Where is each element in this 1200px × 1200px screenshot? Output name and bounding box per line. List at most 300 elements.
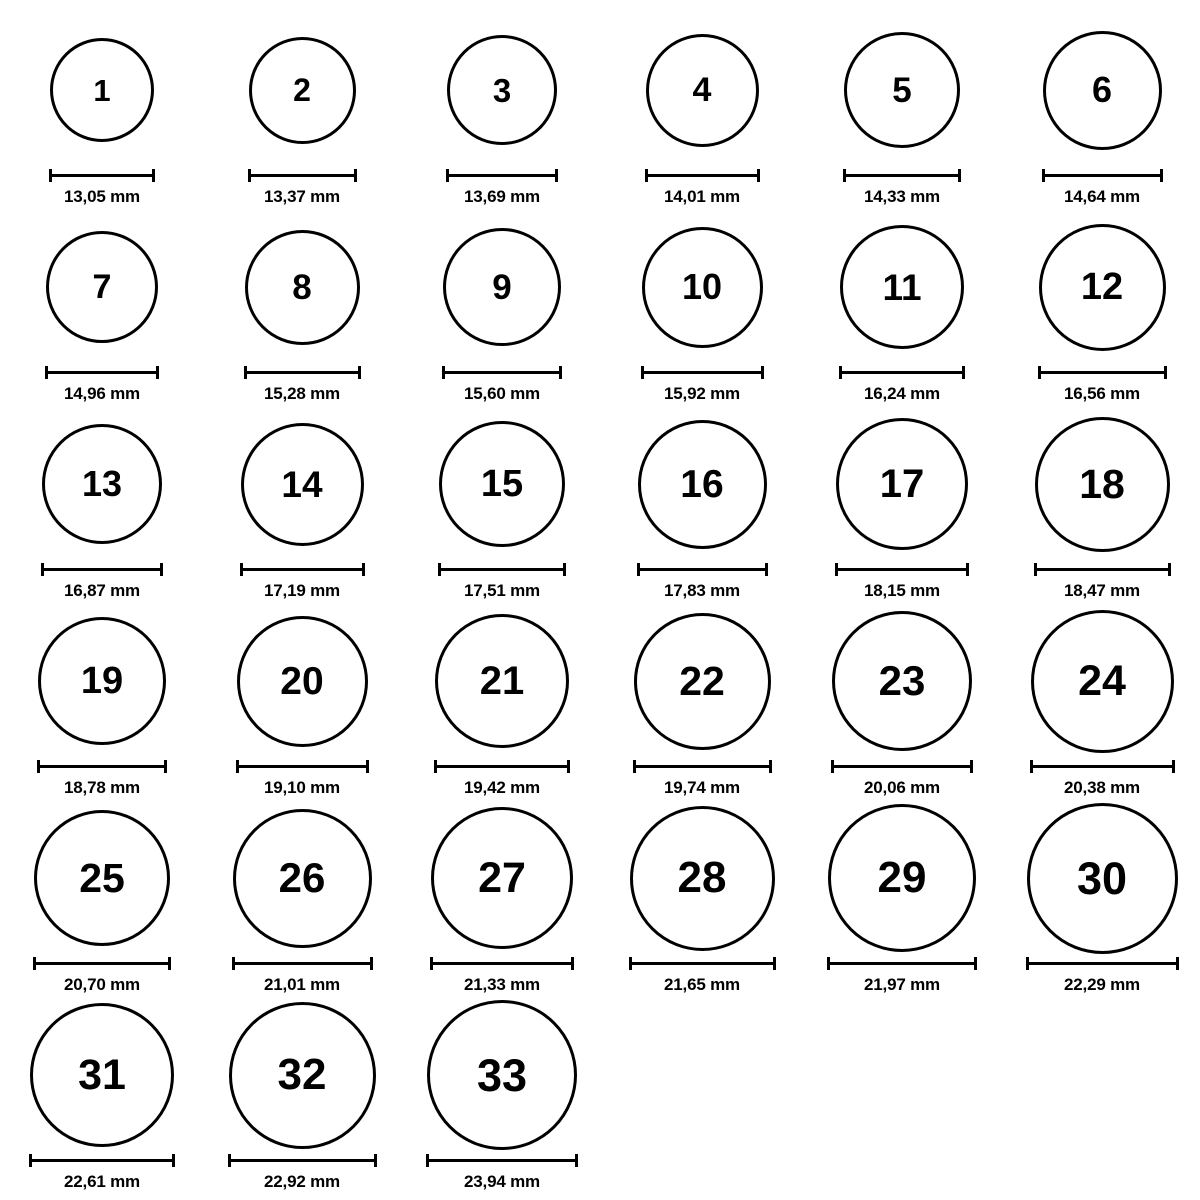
measurement-ruler <box>1042 169 1163 181</box>
ring-size-number: 33 <box>476 1049 528 1101</box>
ruler-cap-left <box>236 760 239 773</box>
ruler-cap-left <box>1026 957 1029 970</box>
ring-size-number: 13 <box>81 463 123 504</box>
ruler-cap-left <box>228 1154 231 1167</box>
diameter-label: 14,01 mm <box>664 187 740 206</box>
ruler-bar <box>29 1159 175 1162</box>
ring-circle <box>844 32 960 148</box>
ring-circle <box>1031 610 1174 753</box>
circle-container <box>1007 408 1197 560</box>
measurement-ruler <box>37 760 167 772</box>
ruler-cap-left <box>37 760 40 773</box>
ruler-cap-left <box>442 366 445 379</box>
measurement-ruler <box>835 563 969 575</box>
diameter-label: 22,92 mm <box>264 1172 340 1191</box>
ring-size-cell[interactable] <box>7 999 197 1192</box>
ruler-bar <box>41 568 163 571</box>
ring-circle <box>34 810 170 946</box>
diameter-label: 14,64 mm <box>1064 187 1140 206</box>
diameter-label: 14,33 mm <box>864 187 940 206</box>
ring-size-cell[interactable] <box>807 14 997 207</box>
ring-size-number: 2 <box>293 72 311 108</box>
diameter-label: 23,94 mm <box>464 1172 540 1191</box>
ruler-cap-left <box>629 957 632 970</box>
ring-circle <box>427 1000 577 1150</box>
ruler-bar <box>1042 174 1163 177</box>
ruler-cap-right <box>567 760 570 773</box>
diameter-label: 16,87 mm <box>64 581 140 600</box>
circle-container <box>407 408 597 560</box>
measurement-ruler <box>244 366 361 378</box>
ring-size-cell[interactable] <box>407 802 597 995</box>
circle-container <box>807 605 997 757</box>
measurement-ruler <box>41 563 163 575</box>
ring-size-cell[interactable] <box>407 605 597 798</box>
diameter-label: 16,56 mm <box>1064 384 1140 403</box>
ruler-bar <box>633 765 772 768</box>
diameter-label: 13,05 mm <box>64 187 140 206</box>
measurement-ruler <box>641 366 764 378</box>
ring-size-number: 14 <box>281 463 323 505</box>
ring-size-cell[interactable] <box>7 14 197 207</box>
ruler-cap-right <box>362 563 365 576</box>
ruler-cap-right <box>761 366 764 379</box>
ruler-bar <box>645 174 760 177</box>
ruler-bar <box>1034 568 1171 571</box>
circle-container <box>7 14 197 166</box>
measurement-ruler <box>442 366 562 378</box>
diameter-label: 19,74 mm <box>664 778 740 797</box>
ring-size-cell[interactable] <box>807 605 997 798</box>
ruler-cap-left <box>1038 366 1041 379</box>
measurement-ruler <box>236 760 369 772</box>
ruler-cap-right <box>172 1154 175 1167</box>
ring-circle <box>646 34 759 147</box>
diameter-label: 20,70 mm <box>64 975 140 994</box>
ring-size-cell[interactable] <box>1007 802 1197 995</box>
ring-circle <box>431 807 573 949</box>
ruler-bar <box>430 962 574 965</box>
ring-size-cell[interactable] <box>207 14 397 207</box>
ring-size-number: 7 <box>92 268 112 306</box>
circle-container <box>207 802 397 954</box>
ring-circle <box>836 418 968 550</box>
ring-size-number: 17 <box>879 462 925 506</box>
ring-size-cell[interactable] <box>607 408 797 601</box>
ring-size-number: 3 <box>492 71 512 109</box>
ring-size-cell[interactable] <box>407 408 597 601</box>
ring-size-cell[interactable] <box>807 211 997 404</box>
circle-container <box>207 408 397 560</box>
ruler-cap-right <box>966 563 969 576</box>
diameter-label: 19,42 mm <box>464 778 540 797</box>
ring-size-cell[interactable] <box>1007 605 1197 798</box>
ring-size-cell[interactable] <box>207 802 397 995</box>
circle-container <box>407 211 597 363</box>
diameter-label: 21,33 mm <box>464 975 540 994</box>
ring-circle <box>42 424 162 544</box>
ring-circle <box>634 613 771 750</box>
ring-size-cell[interactable] <box>407 999 597 1192</box>
diameter-label: 17,51 mm <box>464 581 540 600</box>
circle-container <box>7 211 197 363</box>
ruler-cap-right <box>1164 366 1167 379</box>
ruler-cap-left <box>1042 169 1045 182</box>
ring-circle <box>245 230 360 345</box>
size-row <box>0 999 1200 1196</box>
ring-circle <box>237 616 368 747</box>
diameter-label: 13,37 mm <box>264 187 340 206</box>
circle-container <box>207 14 397 166</box>
ruler-bar <box>438 568 566 571</box>
measurement-ruler <box>1038 366 1167 378</box>
ruler-cap-right <box>769 760 772 773</box>
measurement-ruler <box>228 1154 377 1166</box>
ring-size-number: 18 <box>1079 460 1125 507</box>
size-row <box>0 14 1200 211</box>
diameter-label: 13,69 mm <box>464 187 540 206</box>
measurement-ruler <box>49 169 155 181</box>
ruler-cap-left <box>33 957 36 970</box>
ruler-bar <box>831 765 973 768</box>
measurement-ruler <box>645 169 760 181</box>
circle-container <box>607 211 797 363</box>
ruler-cap-right <box>1168 563 1171 576</box>
ring-size-cell[interactable] <box>607 14 797 207</box>
ring-size-number: 21 <box>479 659 525 703</box>
ruler-cap-left <box>835 563 838 576</box>
ring-size-cell[interactable] <box>207 999 397 1192</box>
diameter-label: 19,10 mm <box>264 778 340 797</box>
ruler-bar <box>827 962 977 965</box>
diameter-label: 22,61 mm <box>64 1172 140 1191</box>
ruler-bar <box>49 174 155 177</box>
ruler-bar <box>33 962 171 965</box>
ruler-cap-left <box>446 169 449 182</box>
ruler-bar <box>232 962 373 965</box>
ruler-cap-left <box>1030 760 1033 773</box>
circle-container <box>407 802 597 954</box>
ring-size-cell[interactable] <box>607 802 797 995</box>
measurement-ruler <box>33 957 171 969</box>
ring-circle <box>50 38 154 142</box>
ring-circle <box>642 227 763 348</box>
ring-size-cell[interactable] <box>607 605 797 798</box>
ring-circle <box>439 421 565 547</box>
ruler-bar <box>835 568 969 571</box>
ruler-cap-left <box>637 563 640 576</box>
ruler-cap-right <box>575 1154 578 1167</box>
ring-circle <box>1043 31 1162 150</box>
ruler-cap-left <box>831 760 834 773</box>
measurement-ruler <box>1034 563 1171 575</box>
ruler-cap-left <box>843 169 846 182</box>
ruler-cap-right <box>366 760 369 773</box>
circle-container <box>1007 802 1197 954</box>
ruler-cap-left <box>633 760 636 773</box>
ruler-bar <box>843 174 961 177</box>
ring-size-cell[interactable] <box>1007 14 1197 207</box>
ruler-cap-left <box>645 169 648 182</box>
ring-size-number: 28 <box>677 853 727 902</box>
ring-size-cell[interactable] <box>7 408 197 601</box>
circle-container <box>807 802 997 954</box>
ruler-bar <box>446 174 558 177</box>
size-row <box>0 802 1200 999</box>
diameter-label: 20,06 mm <box>864 778 940 797</box>
ruler-cap-left <box>839 366 842 379</box>
circle-container <box>7 802 197 954</box>
circle-container <box>207 605 397 757</box>
measurement-ruler <box>430 957 574 969</box>
size-row <box>0 211 1200 408</box>
ring-circle <box>30 1003 174 1147</box>
ruler-cap-right <box>970 760 973 773</box>
ring-size-cell[interactable] <box>7 802 197 995</box>
diameter-label: 16,24 mm <box>864 384 940 403</box>
ruler-cap-right <box>559 366 562 379</box>
circle-container <box>1007 211 1197 363</box>
measurement-ruler <box>827 957 977 969</box>
measurement-ruler <box>633 760 772 772</box>
ring-size-number: 8 <box>292 267 312 307</box>
measurement-ruler <box>232 957 373 969</box>
ruler-bar <box>240 568 365 571</box>
ring-size-number: 9 <box>492 267 512 307</box>
ring-size-cell[interactable] <box>1007 408 1197 601</box>
ring-size-number: 10 <box>681 266 723 307</box>
ruler-cap-right <box>370 957 373 970</box>
ring-circle <box>38 617 166 745</box>
measurement-ruler <box>831 760 973 772</box>
ruler-bar <box>629 962 776 965</box>
ring-size-cell[interactable] <box>207 211 397 404</box>
ruler-cap-right <box>563 563 566 576</box>
ruler-cap-right <box>958 169 961 182</box>
diameter-label: 15,28 mm <box>264 384 340 403</box>
ruler-bar <box>839 371 965 374</box>
ring-circle <box>638 420 767 549</box>
ruler-cap-right <box>571 957 574 970</box>
circle-container <box>1007 605 1197 757</box>
ring-size-number: 32 <box>277 1050 327 1099</box>
ruler-cap-right <box>757 169 760 182</box>
ring-circle <box>233 809 372 948</box>
circle-container <box>7 605 197 757</box>
ring-size-number: 11 <box>882 266 922 308</box>
ruler-bar <box>228 1159 377 1162</box>
measurement-ruler <box>1030 760 1175 772</box>
measurement-ruler <box>843 169 961 181</box>
diameter-label: 14,96 mm <box>64 384 140 403</box>
ring-circle <box>630 806 775 951</box>
ring-size-cell[interactable] <box>7 211 197 404</box>
ruler-cap-left <box>438 563 441 576</box>
ruler-cap-right <box>1160 169 1163 182</box>
ring-size-cell[interactable] <box>607 211 797 404</box>
ring-size-cell[interactable] <box>807 408 997 601</box>
ruler-bar <box>442 371 562 374</box>
measurement-ruler <box>839 366 965 378</box>
circle-container <box>407 999 597 1151</box>
ruler-bar <box>434 765 570 768</box>
ring-size-number: 22 <box>679 657 725 704</box>
ring-size-number: 4 <box>692 71 712 109</box>
ring-size-cell[interactable] <box>207 605 397 798</box>
ruler-cap-left <box>244 366 247 379</box>
measurement-ruler <box>45 366 159 378</box>
ruler-cap-right <box>773 957 776 970</box>
ruler-bar <box>637 568 768 571</box>
ring-size-number: 30 <box>1076 852 1128 904</box>
ring-size-number: 26 <box>278 854 326 901</box>
ruler-cap-right <box>156 366 159 379</box>
measurement-ruler <box>29 1154 175 1166</box>
ring-size-number: 20 <box>280 659 324 703</box>
ring-circle <box>1027 803 1178 954</box>
ruler-bar <box>1038 371 1167 374</box>
ruler-cap-right <box>160 563 163 576</box>
ring-size-cell[interactable] <box>407 211 597 404</box>
diameter-label: 17,83 mm <box>664 581 740 600</box>
diameter-label: 22,29 mm <box>1064 975 1140 994</box>
ring-circle <box>1039 224 1166 351</box>
circle-container <box>807 211 997 363</box>
ring-circle <box>840 225 964 349</box>
ruler-cap-left <box>29 1154 32 1167</box>
circle-container <box>807 14 997 166</box>
measurement-ruler <box>434 760 570 772</box>
ruler-cap-right <box>974 957 977 970</box>
ring-circle <box>1035 417 1170 552</box>
ring-size-number: 1 <box>93 72 111 108</box>
diameter-label: 17,19 mm <box>264 581 340 600</box>
ruler-cap-left <box>434 760 437 773</box>
ruler-bar <box>236 765 369 768</box>
ruler-cap-left <box>248 169 251 182</box>
circle-container <box>607 802 797 954</box>
diameter-label: 21,01 mm <box>264 975 340 994</box>
diameter-label: 21,97 mm <box>864 975 940 994</box>
diameter-label: 15,92 mm <box>664 384 740 403</box>
measurement-ruler <box>629 957 776 969</box>
ruler-cap-right <box>374 1154 377 1167</box>
measurement-ruler <box>240 563 365 575</box>
ruler-cap-left <box>641 366 644 379</box>
ring-size-number: 15 <box>480 463 524 505</box>
circle-container <box>407 14 597 166</box>
ruler-bar <box>426 1159 578 1162</box>
circle-container <box>1007 14 1197 166</box>
ruler-cap-left <box>232 957 235 970</box>
circle-container <box>807 408 997 560</box>
ruler-bar <box>1030 765 1175 768</box>
ring-size-number: 25 <box>79 854 125 901</box>
ruler-cap-right <box>555 169 558 182</box>
ring-circle <box>249 37 356 144</box>
ruler-cap-right <box>765 563 768 576</box>
ruler-bar <box>45 371 159 374</box>
measurement-ruler <box>438 563 566 575</box>
circle-container <box>607 14 797 166</box>
circle-container <box>7 999 197 1151</box>
ruler-cap-left <box>430 957 433 970</box>
ring-size-number: 29 <box>877 853 927 902</box>
ring-circle <box>447 35 557 145</box>
ring-size-cell[interactable] <box>407 14 597 207</box>
circle-container <box>607 605 797 757</box>
diameter-label: 21,65 mm <box>664 975 740 994</box>
ring-size-number: 19 <box>80 660 124 702</box>
ruler-cap-left <box>49 169 52 182</box>
ruler-cap-left <box>45 366 48 379</box>
measurement-ruler <box>446 169 558 181</box>
ruler-bar <box>37 765 167 768</box>
circle-container <box>207 211 397 363</box>
ruler-cap-left <box>41 563 44 576</box>
ruler-cap-right <box>1176 957 1179 970</box>
ring-size-number: 27 <box>478 853 526 902</box>
ring-size-number: 16 <box>680 462 724 506</box>
ring-size-number: 12 <box>1080 266 1124 308</box>
diameter-label: 18,47 mm <box>1064 581 1140 600</box>
ruler-cap-right <box>168 957 171 970</box>
ruler-cap-right <box>354 169 357 182</box>
size-row <box>0 408 1200 605</box>
ruler-bar <box>248 174 357 177</box>
ruler-cap-right <box>1172 760 1175 773</box>
ring-circle <box>443 228 561 346</box>
ring-size-number: 6 <box>1091 69 1113 110</box>
diameter-label: 20,38 mm <box>1064 778 1140 797</box>
ring-circle <box>46 231 158 343</box>
ring-size-number: 24 <box>1078 656 1126 705</box>
ruler-bar <box>244 371 361 374</box>
measurement-ruler <box>248 169 357 181</box>
ring-size-cell[interactable] <box>207 408 397 601</box>
ring-size-cell[interactable] <box>807 802 997 995</box>
ring-circle <box>229 1002 376 1149</box>
ring-circle <box>828 804 976 952</box>
diameter-label: 18,15 mm <box>864 581 940 600</box>
circle-container <box>607 408 797 560</box>
ruler-cap-right <box>358 366 361 379</box>
ruler-bar <box>1026 962 1179 965</box>
ring-size-number: 5 <box>892 70 912 110</box>
ring-size-cell[interactable] <box>1007 211 1197 404</box>
ruler-cap-right <box>962 366 965 379</box>
ruler-cap-right <box>164 760 167 773</box>
circle-container <box>7 408 197 560</box>
ring-circle <box>435 614 569 748</box>
ruler-cap-left <box>240 563 243 576</box>
measurement-ruler <box>637 563 768 575</box>
ruler-bar <box>641 371 764 374</box>
measurement-ruler <box>1026 957 1179 969</box>
ruler-cap-left <box>426 1154 429 1167</box>
size-row <box>0 605 1200 802</box>
diameter-label: 18,78 mm <box>64 778 140 797</box>
ring-circle <box>241 423 364 546</box>
ring-size-number: 23 <box>878 657 926 704</box>
ruler-cap-left <box>1034 563 1037 576</box>
diameter-label: 15,60 mm <box>464 384 540 403</box>
ring-size-cell[interactable] <box>7 605 197 798</box>
ring-size-number: 31 <box>78 1050 126 1099</box>
circle-container <box>207 999 397 1151</box>
ring-circle <box>832 611 972 751</box>
measurement-ruler <box>426 1154 578 1166</box>
